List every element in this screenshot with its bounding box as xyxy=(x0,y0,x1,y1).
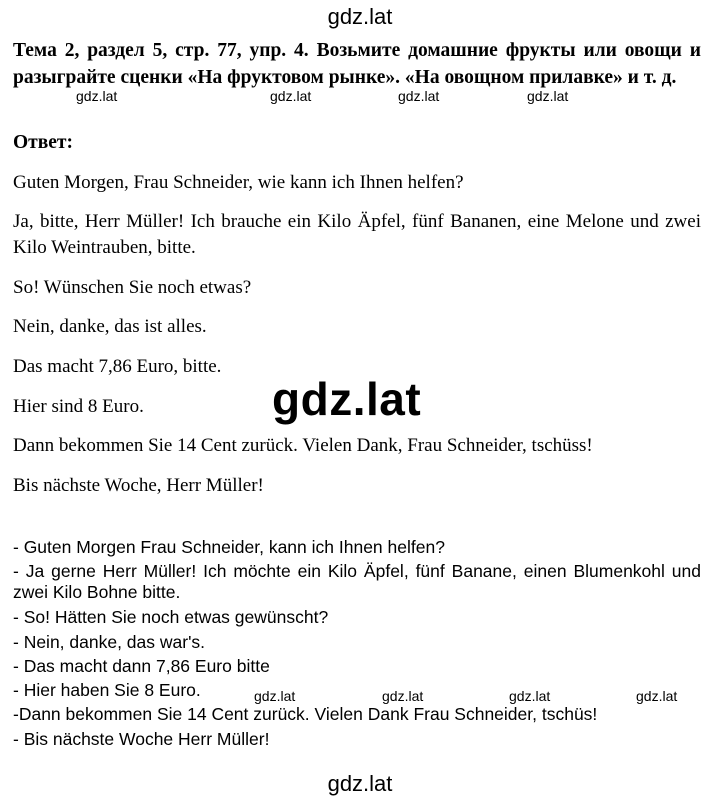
watermark-small: gdz.lat xyxy=(76,88,118,104)
dialogue-2-line: - Das macht dann 7,86 Euro bitte xyxy=(13,656,270,676)
dialogue-2-line: - So! Hätten Sie noch etwas gewünscht? xyxy=(13,607,329,627)
dialogue-1-line: Bis nächste Woche, Herr Müller! xyxy=(13,475,264,496)
dialogue-2-line: -Dann bekommen Sie 14 Cent zurück. Vielen Dank Frau Schneider, tschüs! xyxy=(13,704,598,724)
watermark-center: gdz.lat xyxy=(272,373,422,425)
watermark-small: gdz.lat xyxy=(382,688,424,704)
dialogue-1-line: Dann bekommen Sie 14 Cent zurück. Vielen Dank, Frau Schneider, tschüss! xyxy=(13,435,593,456)
watermark-small: gdz.lat xyxy=(509,688,551,704)
dialogue-1-line: So! Wünschen Sie noch etwas? xyxy=(13,277,252,298)
watermark-small: gdz.lat xyxy=(270,88,312,104)
dialogue-2-line: - Hier haben Sie 8 Euro. xyxy=(13,680,201,700)
dialogue-1-line: Das macht 7,86 Euro, bitte. xyxy=(13,356,222,377)
dialogue-1-line: Ja, bitte, Herr Müller! Ich brauche ein Kilo Äpfel, fünf Bananen, eine Melone und zwei Kilo Weintrauben, bitte. xyxy=(13,211,701,258)
task-title: Тема 2, раздел 5, стр. 77, упр. 4. Возьмите домашние фрукты или овощи и разыграйте сценки «На фруктовом рынке». «На овощном прилавке» и т. д. xyxy=(13,40,701,88)
watermark-small: gdz.lat xyxy=(398,88,440,104)
watermark-top: gdz.lat xyxy=(327,4,393,29)
dialogue-2-line: - Bis nächste Woche Herr Müller! xyxy=(13,729,270,749)
watermark-small: gdz.lat xyxy=(527,88,569,104)
watermark-small: gdz.lat xyxy=(636,688,678,704)
dialogue-1-line: Nein, danke, das ist alles. xyxy=(13,316,207,337)
dialogue-1-line: Guten Morgen, Frau Schneider, wie kann ich Ihnen helfen? xyxy=(13,172,464,193)
dialogue-2-line: - Guten Morgen Frau Schneider, kann ich Ihnen helfen? xyxy=(13,537,445,557)
answer-label: Ответ: xyxy=(13,132,74,153)
watermark-bottom: gdz.lat xyxy=(327,771,393,796)
dialogue-1-line: Hier sind 8 Euro. xyxy=(13,396,144,417)
watermark-small: gdz.lat xyxy=(254,688,296,704)
dialogue-2-line: - Ja gerne Herr Müller! Ich möchte ein Kilo Äpfel, fünf Banane, einen Blumenkohl und zwei Kilo Bohne bitte. xyxy=(13,561,701,602)
dialogue-2-line: - Nein, danke, das war's. xyxy=(13,632,206,652)
